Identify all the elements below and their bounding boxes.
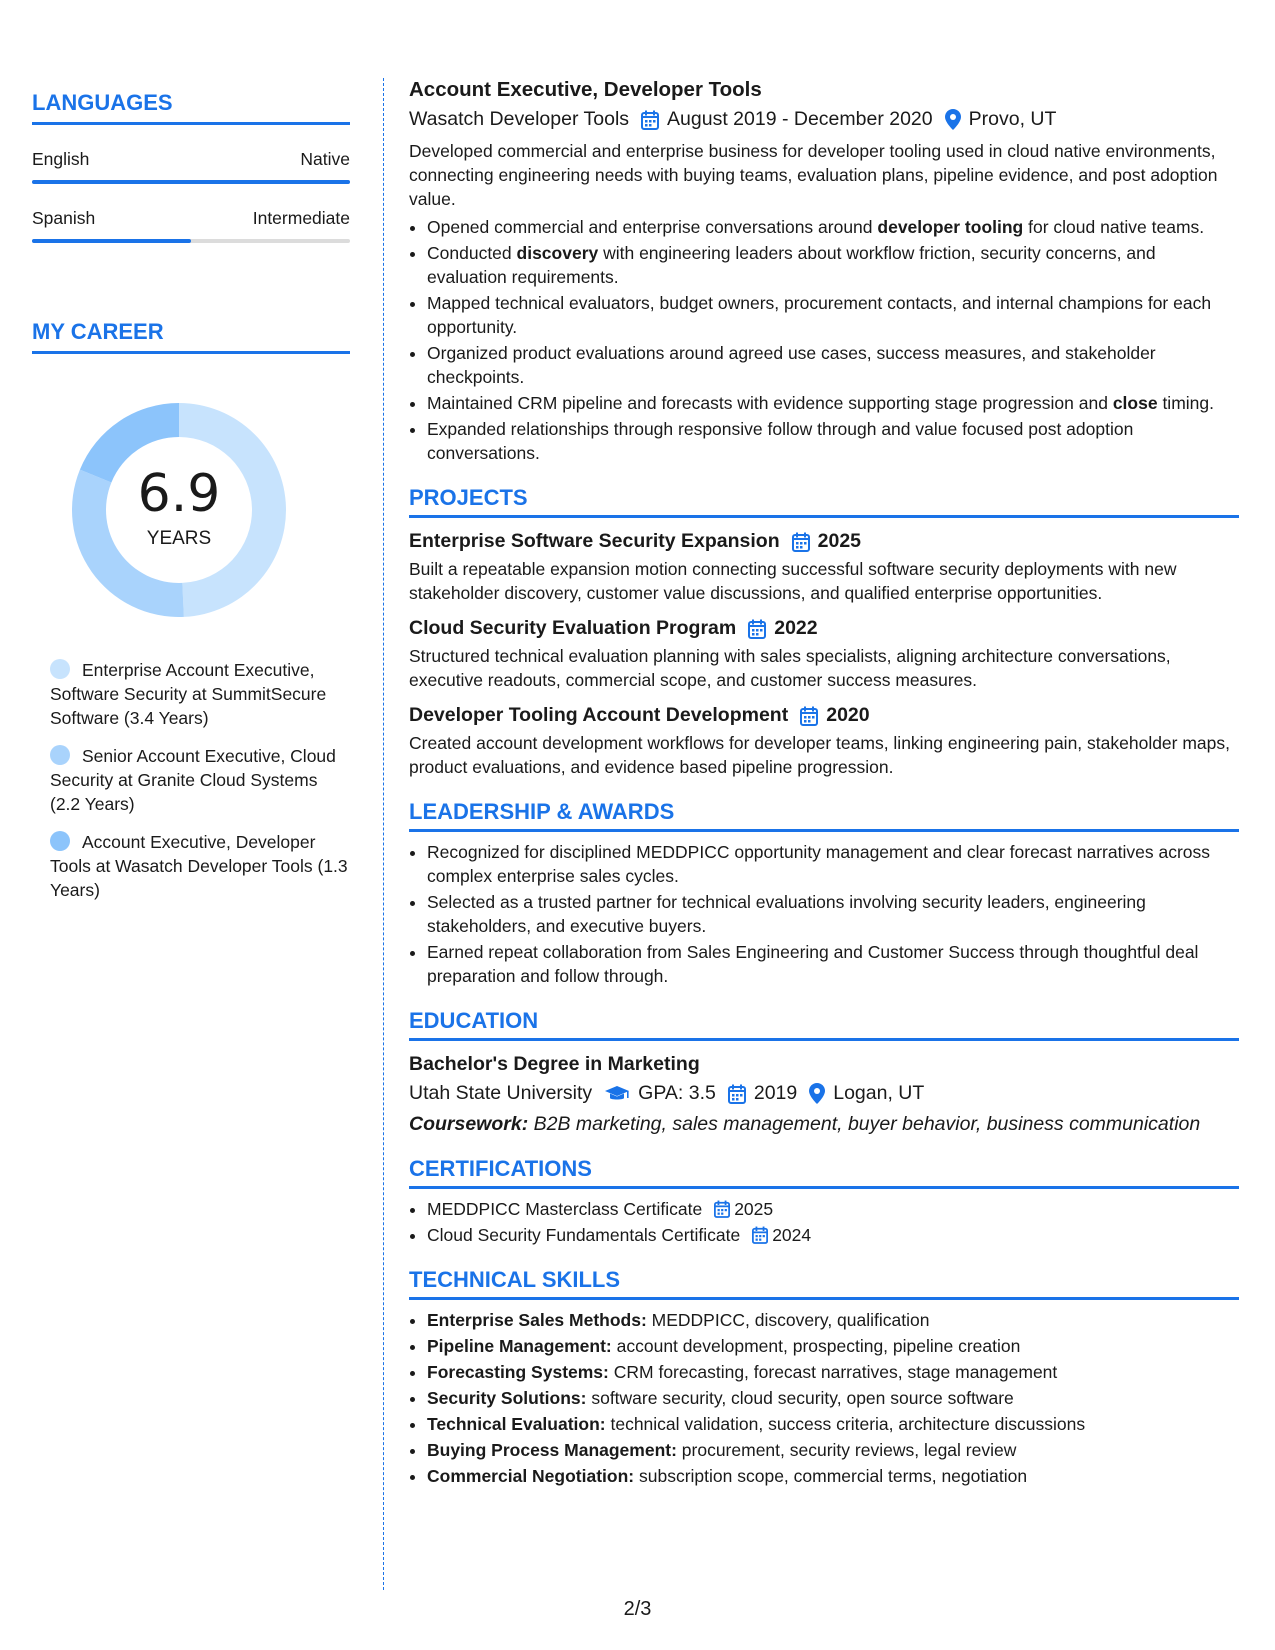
project-title: Cloud Security Evaluation Program <box>409 617 737 639</box>
bullet-text: Conducted <box>427 243 517 263</box>
bullet-text: for cloud native teams. <box>1023 217 1205 237</box>
calendar-icon <box>792 532 810 552</box>
skill-item <box>427 1386 1239 1410</box>
coursework-text: B2B marketing, sales management, buyer behavior, business communication <box>528 1113 1201 1135</box>
languages-heading: LANGUAGES <box>32 90 350 125</box>
project-title: Developer Tooling Account Development <box>409 704 789 726</box>
skill-item <box>427 1438 1239 1462</box>
skill-item <box>427 1464 1239 1488</box>
job-bullet <box>427 241 1239 289</box>
skill-value: CRM forecasting, forecast narratives, stage management <box>608 1362 1058 1382</box>
skill-item <box>427 1308 1239 1332</box>
bullet-text: Mapped technical evaluators, budget owners, procurement contacts, and internal champions for each opportunity. <box>427 293 1212 337</box>
language-level: Native <box>300 149 350 169</box>
certification-item <box>427 1223 1239 1247</box>
skill-item <box>427 1360 1239 1384</box>
skill-value: technical validation, success criteria, architecture discussions <box>605 1414 1086 1434</box>
skill-value: procurement, security reviews, legal review <box>676 1440 1017 1460</box>
career-years-label: YEARS <box>146 528 212 549</box>
career-heading: MY CAREER <box>32 319 350 354</box>
language-name: English <box>32 149 90 169</box>
certification-name: • MEDDPICC Masterclass Certificate <box>427 1199 703 1219</box>
language-proficiency-bar <box>32 180 350 184</box>
career-legend <box>50 658 350 902</box>
skills-heading: TECHNICAL SKILLS <box>409 1267 1239 1300</box>
skill-value: subscription scope, commercial terms, negotiation <box>634 1466 1028 1486</box>
leadership-item: • Earned repeat collaboration from Sales Engineering and Customer Success through thoughtful deal preparation and follow through. <box>427 940 1239 988</box>
career-donut-chart <box>67 398 291 622</box>
bullet-keyword: developer tooling <box>877 217 1024 237</box>
calendar-icon <box>752 1226 768 1244</box>
graduation-cap-icon <box>604 1085 630 1103</box>
projects-heading: PROJECTS <box>409 485 1239 518</box>
project-description: Structured technical evaluation planning with sales specialists, aligning architecture conversations, executive readouts, commercial scope, and customer success measures. <box>409 646 1171 690</box>
certifications-heading: CERTIFICATIONS <box>409 1156 1239 1189</box>
skill-label: Commercial Negotiation: <box>427 1466 635 1486</box>
career-legend-label: Senior Account Executive, Cloud Security at Granite Cloud Systems (2.2 Years) <box>50 746 336 814</box>
sidebar <box>32 90 350 916</box>
language-proficiency-fill <box>32 239 191 243</box>
job-bullet <box>427 391 1239 415</box>
skill-label: Pipeline Management: <box>427 1336 612 1356</box>
page-number: 2/3 <box>623 1598 652 1620</box>
language-item <box>32 208 350 243</box>
job-bullets <box>409 215 1239 465</box>
job-title: Account Executive, Developer Tools <box>409 78 762 101</box>
legend-dot <box>50 745 70 765</box>
language-name: Spanish <box>32 208 96 228</box>
skill-label: Technical Evaluation: <box>427 1414 606 1434</box>
language-proficiency-bar <box>32 239 350 243</box>
career-legend-label: Enterprise Account Executive, Software Security at SummitSecure Software (3.4 Years) <box>50 660 327 728</box>
job-bullet <box>427 291 1239 339</box>
job-meta <box>409 108 1239 131</box>
skill-value: MEDDPICC, discovery, qualification <box>646 1310 930 1330</box>
project-item <box>409 530 1239 605</box>
calendar-icon <box>728 1084 746 1104</box>
language-item <box>32 149 350 184</box>
bullet-text: Opened commercial and enterprise conversations around <box>427 217 878 237</box>
project-description: Built a repeatable expansion motion connecting successful software security deployments with new stakeholder discovery, customer value discussions, and qualified enterprise opportunities. <box>409 559 1177 603</box>
career-total-years: 6.9 <box>137 464 221 524</box>
location-pin-icon <box>945 109 961 130</box>
project-year: 2022 <box>774 617 818 639</box>
legend-dot <box>50 831 70 851</box>
certification-name: • Cloud Security Fundamentals Certificate <box>427 1225 741 1245</box>
degree-title: Bachelor's Degree in Marketing <box>409 1053 700 1075</box>
gpa: GPA: 3.5 <box>638 1082 716 1104</box>
calendar-icon <box>714 1200 730 1218</box>
career-legend-item <box>50 744 350 816</box>
school-name: Utah State University <box>409 1082 593 1104</box>
bullet-keyword: discovery <box>516 243 599 263</box>
leadership-item: • Recognized for disciplined MEDDPICC opportunity management and clear forecast narratives across complex enterprise sales cycles. <box>427 840 1239 888</box>
bullet-text: Maintained CRM pipeline and forecasts with evidence supporting stage progression and <box>427 393 1113 413</box>
bullet-text: timing. <box>1157 393 1214 413</box>
bullet-keyword: close <box>1112 393 1158 413</box>
skill-value: account development, prospecting, pipeline creation <box>611 1336 1021 1356</box>
education-location: Logan, UT <box>833 1082 925 1104</box>
column-divider <box>383 78 384 1590</box>
coursework-label: Coursework: <box>409 1113 529 1135</box>
education-meta <box>409 1082 1239 1105</box>
job-bullet <box>427 215 1239 239</box>
calendar-icon <box>748 619 766 639</box>
job-summary: Developed commercial and enterprise business for developer tooling used in cloud native environments, connecting engineering needs with buying teams, evaluation plans, pipeline evidence, and post adoption value. <box>409 141 1218 209</box>
skill-label: Forecasting Systems: <box>427 1362 609 1382</box>
certification-year: 2025 <box>734 1199 774 1219</box>
leadership-item: • Selected as a trusted partner for technical evaluations involving security leaders, engineering stakeholders, and executive buyers. <box>427 890 1239 938</box>
bullet-text: Expanded relationships through responsive follow through and value focused post adoption conversations. <box>427 419 1134 463</box>
skill-item <box>427 1412 1239 1436</box>
career-legend-label: Account Executive, Developer Tools at Wasatch Developer Tools (1.3 Years) <box>50 832 348 900</box>
calendar-icon <box>641 110 659 130</box>
job-bullet <box>427 417 1239 465</box>
project-item <box>409 617 1239 692</box>
skills-list <box>409 1308 1239 1488</box>
bullet-text: Organized product evaluations around agreed use cases, success measures, and stakeholder checkpoints. <box>427 343 1156 387</box>
coursework <box>409 1113 1239 1136</box>
skill-item <box>427 1334 1239 1358</box>
project-description: Created account development workflows for developer teams, linking engineering pain, stakeholder maps, product evaluations, and evidence based pipeline progression. <box>409 733 1231 777</box>
leadership-heading: LEADERSHIP & AWARDS <box>409 799 1239 832</box>
certification-year: 2024 <box>772 1225 812 1245</box>
certifications-list <box>409 1197 1239 1247</box>
career-legend-item <box>50 658 350 730</box>
job-bullet <box>427 341 1239 389</box>
legend-dot <box>50 659 70 679</box>
calendar-icon <box>800 706 818 726</box>
project-item <box>409 704 1239 779</box>
career-legend-item <box>50 830 350 902</box>
graduation-year: 2019 <box>753 1082 798 1104</box>
skill-label: Security Solutions: <box>427 1388 587 1408</box>
project-year: 2025 <box>817 530 862 552</box>
skill-label: Buying Process Management: <box>427 1440 677 1460</box>
job-dates: August 2019 - December 2020 <box>667 108 933 130</box>
location-pin-icon <box>809 1083 825 1104</box>
bullet-text: with engineering leaders about workflow friction, security concerns, and evaluation requirements. <box>427 243 1156 287</box>
project-title: Enterprise Software Security Expansion <box>409 530 780 552</box>
job-company: Wasatch Developer Tools <box>409 108 630 130</box>
leadership-list <box>409 840 1239 988</box>
skill-label: Enterprise Sales Methods: <box>427 1310 647 1330</box>
job-location: Provo, UT <box>968 108 1057 130</box>
project-year: 2020 <box>826 704 870 726</box>
main-content <box>409 78 1239 1490</box>
language-level: Intermediate <box>252 208 350 228</box>
certification-item <box>427 1197 1239 1221</box>
language-proficiency-fill <box>32 180 350 184</box>
skill-value: software security, cloud security, open source software <box>586 1388 1014 1408</box>
education-heading: EDUCATION <box>409 1008 1239 1041</box>
